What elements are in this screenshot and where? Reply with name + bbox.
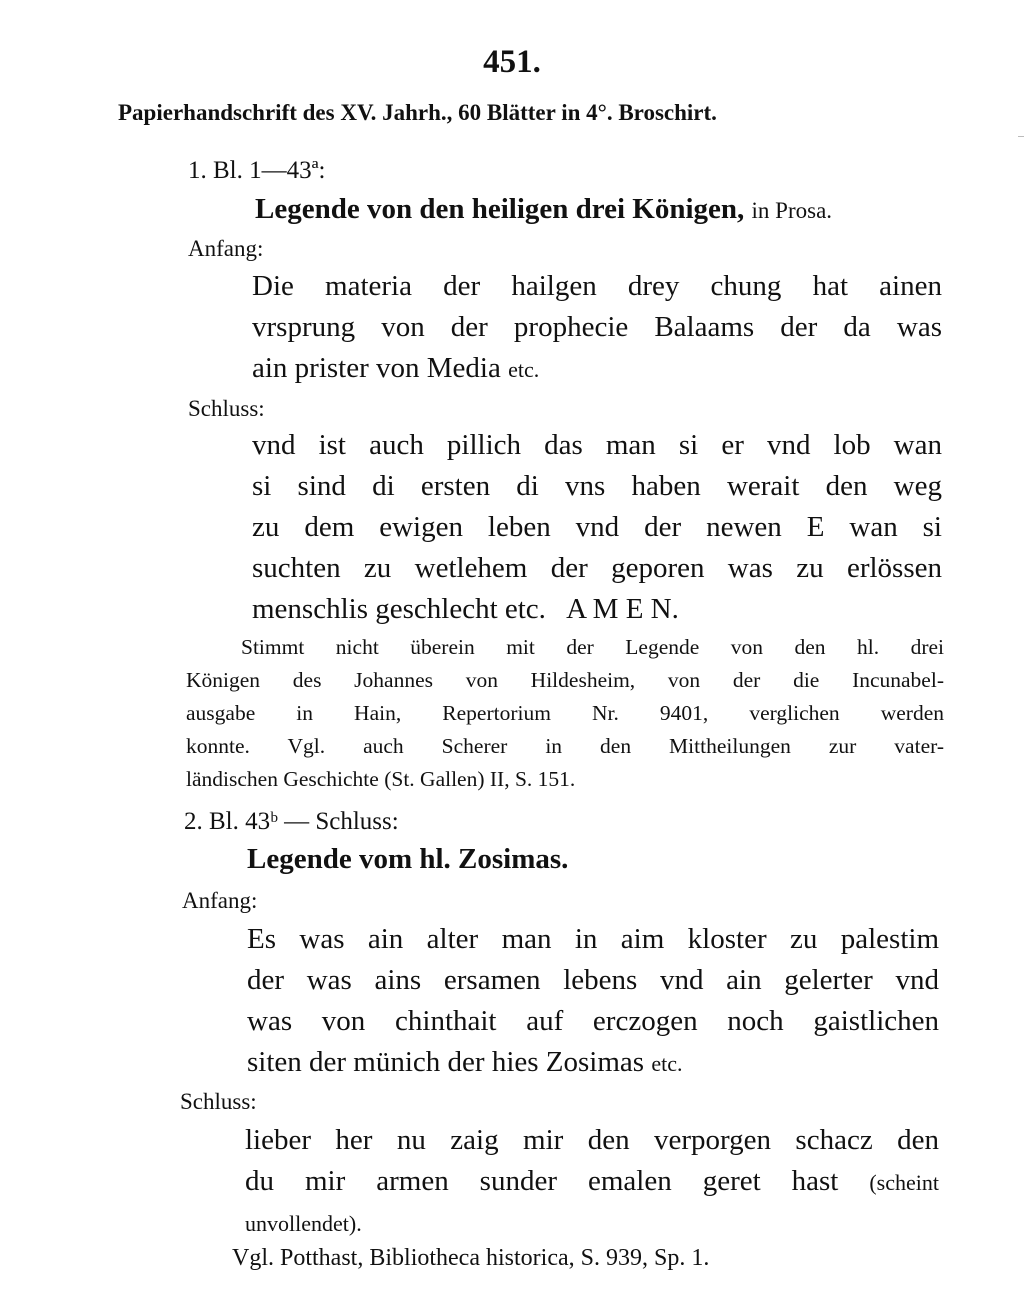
- item1-reference: 1. Bl. 1—43ª:: [188, 157, 326, 184]
- item2-title: Legende vom hl. Zosimas.: [247, 843, 569, 875]
- item2-anfang-line: der was ains ersamen lebens vnd ain gelerter vnd: [247, 964, 939, 996]
- item2-anfang-etc: etc.: [651, 1051, 683, 1076]
- item2-schluss-line: [245, 1161, 939, 1203]
- item1-schluss-line: vnd ist auch pillich das man si er vnd lob wan: [252, 429, 942, 461]
- item1-anfang-line-text: ain prister von Media: [252, 352, 501, 384]
- item2-anfang-line: Es was ain alter man in aim kloster zu palestim: [247, 923, 939, 955]
- item2-schluss-aside: (scheint: [869, 1170, 939, 1195]
- item1-schluss-line: zu dem ewigen leben vnd der newen E wan si: [252, 511, 942, 543]
- item2-schluss-line-text: du mir armen sunder emalen geret hast: [245, 1165, 839, 1197]
- item1-note-line: ausgabe in Hain, Repertorium Nr. 9401, verglichen werden: [186, 701, 944, 725]
- item1-anfang-line: vrsprung von der prophecie Balaams der da was: [252, 311, 942, 343]
- item2-anfang-text: [247, 919, 939, 1084]
- item2-schluss-text: [245, 1120, 939, 1244]
- item2-schluss-aside-end: unvollendet).: [245, 1211, 362, 1236]
- item1-note-line: Königen des Johannes von Hildesheim, von der die Incunabel-: [186, 668, 944, 692]
- item1-schluss-label: Schluss:: [188, 396, 265, 421]
- manuscript-description: Papierhandschrift des XV. Jahrh., 60 Blätter in 4°. Broschirt.: [118, 100, 717, 125]
- item2-anfang-line-text: siten der münich der hies Zosimas: [247, 1046, 645, 1078]
- item1-title-text: Legende von den heiligen drei Königen,: [255, 193, 745, 225]
- item1-anfang-etc: etc.: [508, 357, 540, 382]
- page-number: 451.: [483, 44, 541, 80]
- item2-anfang-line: [247, 1042, 939, 1084]
- item1-anfang-line: Die materia der hailgen drey chung hat ainen: [252, 270, 942, 302]
- item1-schluss-line: menschlis geschlecht etc. A M E N.: [252, 593, 679, 625]
- item1-title-suffix: in Prosa.: [751, 198, 833, 223]
- item2-anfang-line: was von chinthait auf erczogen noch gaistlichen: [247, 1005, 939, 1037]
- item2-anfang-label: Anfang:: [182, 888, 258, 913]
- item1-note: [186, 631, 944, 796]
- item1-note-line: konnte. Vgl. auch Scherer in den Mittheilungen zur vater-: [186, 734, 944, 758]
- item1-note-line: Stimmt nicht überein mit der Legende von den hl. drei: [241, 635, 944, 659]
- item2-schluss-label: Schluss:: [180, 1089, 257, 1114]
- item1-anfang-label: Anfang:: [188, 236, 264, 261]
- item1-anfang-line: [252, 348, 942, 390]
- item1-schluss-line: si sind di ersten di vns haben werait den weg: [252, 470, 942, 502]
- item2-reference: 2. Bl. 43ᵇ — Schluss:: [184, 808, 399, 835]
- item1-anfang-text: [252, 266, 942, 390]
- item1-schluss-text: [252, 425, 942, 630]
- item2-reference-line: Vgl. Potthast, Bibliotheca historica, S. 939, Sp. 1.: [232, 1245, 710, 1271]
- item1-note-line: ländischen Geschichte (St. Gallen) II, S. 151.: [186, 767, 576, 791]
- item1-schluss-line: suchten zu wetlehem der geporen was zu erlössen: [252, 552, 942, 584]
- item1-title: [255, 193, 832, 226]
- item2-schluss-line: lieber her nu zaig mir den verporgen schacz den: [245, 1124, 939, 1156]
- scan-edge-mark: [1018, 136, 1024, 137]
